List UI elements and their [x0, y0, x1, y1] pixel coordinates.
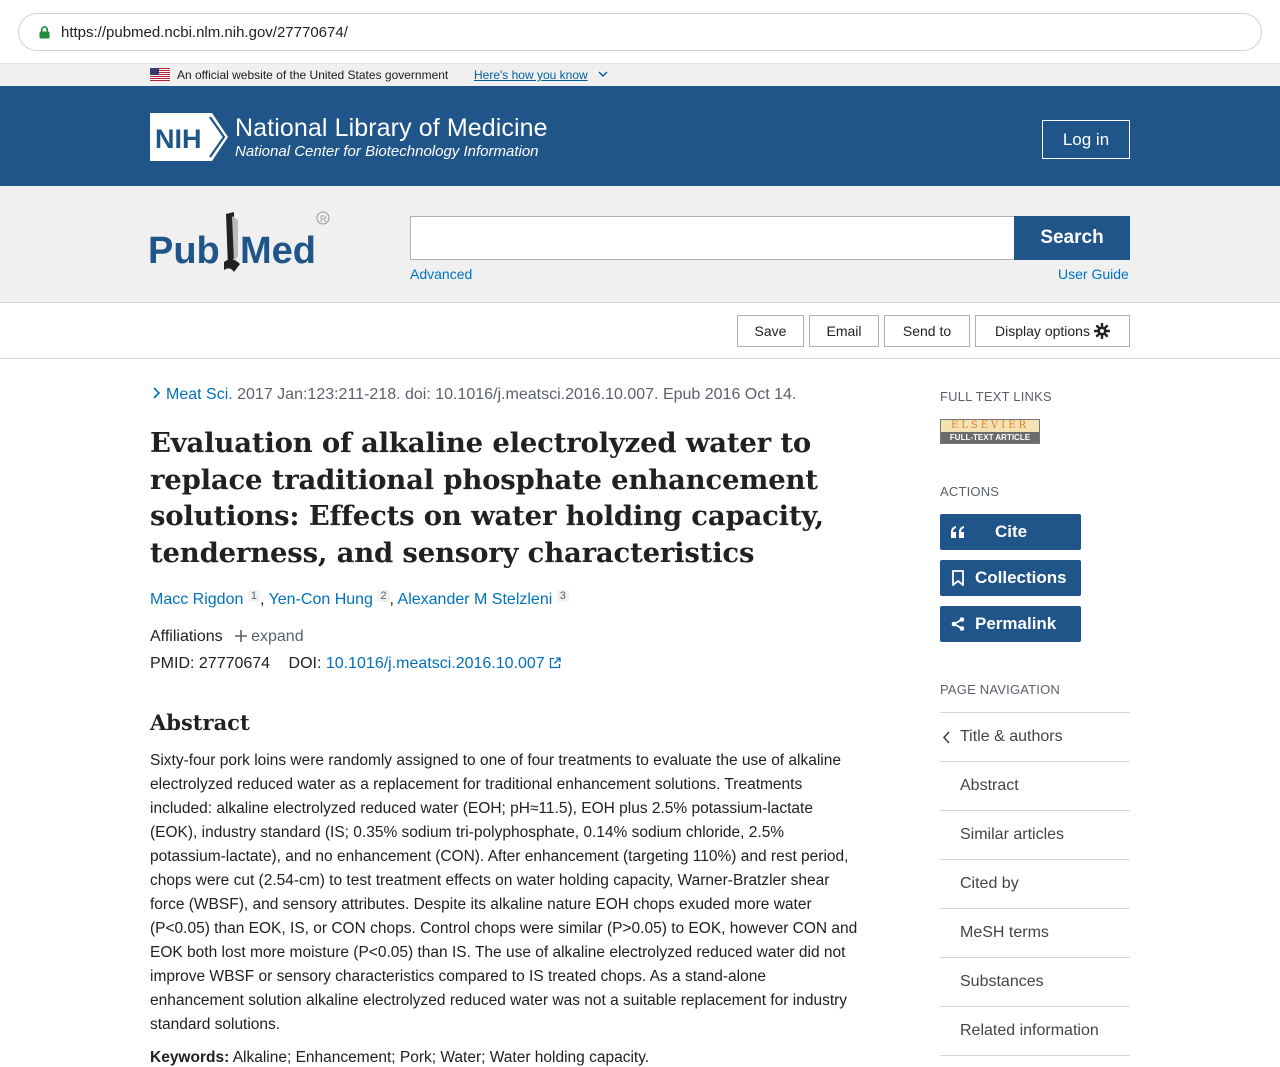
page-navigation-heading: PAGE NAVIGATION — [940, 682, 1061, 697]
email-button[interactable]: Email — [809, 315, 879, 347]
nav-similar-articles[interactable] — [940, 811, 1130, 860]
affiliations-label: Affiliations — [150, 628, 223, 645]
nav-label: MeSH terms — [960, 924, 1049, 941]
pmid: PMID: 27770674 — [150, 655, 271, 672]
chevron-down-icon — [598, 69, 608, 79]
svg-text:Med: Med — [240, 230, 316, 272]
elsevier-full-text-link[interactable] — [940, 419, 1040, 444]
search-input[interactable] — [410, 216, 1015, 260]
affiliations-toggle[interactable] — [150, 628, 304, 646]
gov-banner — [0, 63, 1280, 86]
collections-label: Collections — [975, 568, 1067, 587]
affiliation-number[interactable]: 1 — [248, 590, 260, 602]
bookmark-icon — [940, 570, 976, 586]
lock-icon — [39, 26, 50, 39]
quote-icon — [940, 526, 976, 538]
external-link-icon — [549, 657, 561, 669]
heres-how-you-know-link[interactable]: Here's how you know — [474, 68, 588, 82]
cite-button[interactable] — [940, 514, 1081, 550]
svg-text:R: R — [320, 214, 327, 224]
elsevier-subtext: FULL-TEXT ARTICLE — [941, 432, 1039, 443]
elsevier-logo-text: ELSEVIER — [941, 420, 1039, 432]
keywords-text: Alkaline; Enhancement; Pork; Water; Water holding capacity. — [232, 1049, 650, 1066]
nav-label: Similar articles — [960, 826, 1065, 843]
affiliation-number[interactable]: 2 — [377, 590, 389, 602]
chevron-left-icon — [942, 731, 951, 744]
author-link[interactable]: Alexander M Stelzleni — [397, 591, 553, 608]
article-toolbar — [0, 303, 1280, 359]
citation-line — [150, 386, 796, 404]
nav-title-authors[interactable] — [940, 713, 1130, 762]
chevron-right-icon[interactable] — [150, 387, 162, 399]
display-options-button[interactable] — [975, 315, 1130, 347]
send-to-button[interactable]: Send to — [884, 315, 970, 347]
author-link[interactable]: Macc Rigdon — [150, 591, 244, 608]
nav-label: Abstract — [960, 777, 1019, 794]
expand-label: expand — [251, 628, 304, 645]
author-list: Macc Rigdon $^1$ , Yen-Con Hung $^2$ , Alexander M Stelzleni $^3$ — [150, 590, 569, 609]
nav-cited-by[interactable] — [940, 860, 1130, 909]
collections-button[interactable] — [940, 560, 1081, 596]
nav-related-information[interactable] — [940, 1007, 1130, 1056]
plus-icon — [235, 630, 247, 642]
nih-subtitle: National Center for Biotechnology Information — [235, 143, 539, 160]
article-title: Evaluation of alkaline electrolyzed water to replace traditional phosphate enhancement solutions: Effects on water holding capacity, tenderness, and sensory characteristics — [150, 427, 824, 569]
author-link[interactable]: Yen-Con Hung — [268, 591, 373, 608]
nav-label: Substances — [960, 973, 1044, 990]
gov-banner-text: An official website of the United States government — [177, 68, 449, 82]
user-guide-link[interactable]: User Guide — [1058, 266, 1129, 282]
page-navigation — [940, 712, 1130, 1056]
doi-link[interactable]: 10.1016/j.meatsci.2016.10.007 — [325, 655, 545, 672]
address-bar[interactable] — [18, 13, 1262, 51]
display-options-label: Display options — [995, 323, 1090, 339]
permalink-label: Permalink — [975, 614, 1057, 633]
nih-logo[interactable] — [150, 113, 228, 161]
search-button[interactable]: Search — [1014, 216, 1130, 260]
nav-substances[interactable] — [940, 958, 1130, 1007]
citation-text: 2017 Jan:123:211-218. doi: 10.1016/j.meatsci.2016.10.007. Epub 2016 Oct 14. — [232, 386, 797, 403]
nih-title[interactable]: National Library of Medicine — [235, 114, 548, 142]
full-text-links-heading: FULL TEXT LINKS — [940, 389, 1052, 404]
svg-text:Pub: Pub — [148, 230, 220, 272]
url-text: https://pubmed.ncbi.nlm.nih.gov/27770674/ — [61, 23, 348, 41]
login-button[interactable]: Log in — [1042, 120, 1130, 159]
affiliation-number[interactable]: 3 — [557, 590, 569, 602]
advanced-search-link[interactable]: Advanced — [410, 266, 473, 282]
nav-label: Cited by — [960, 875, 1019, 892]
article-identifiers — [150, 655, 561, 673]
keywords — [150, 1049, 649, 1067]
nav-label: Related information — [960, 1022, 1099, 1039]
us-flag-icon — [150, 68, 170, 81]
svg-text:NIH: NIH — [155, 124, 202, 154]
permalink-button[interactable] — [940, 606, 1081, 642]
share-icon — [940, 617, 976, 631]
gear-icon — [1094, 323, 1110, 339]
actions-heading: ACTIONS — [940, 484, 1000, 499]
nih-header — [0, 86, 1280, 186]
browser-toolbar — [0, 0, 1280, 63]
search-band — [0, 186, 1280, 303]
doi-label: DOI: — [288, 655, 322, 672]
pubmed-logo[interactable] — [148, 208, 338, 276]
journal-link[interactable]: Meat Sci. — [166, 386, 233, 403]
save-button[interactable]: Save — [737, 315, 804, 347]
abstract-text: Sixty-four pork loins were randomly assigned to one of four treatments to evaluate the use of alkaline electrolyzed reduced water as a replacement for traditional enhancement solutions. Treatments included: alkaline electrolyzed reduced water (EOH; pH≈11.5), EOH plus 2.5% potassium-lactate (EOK), industry standard (IS; 0.35% sodium tri-polyphosphate, 0.14% sodium chloride, 2.5% potassium-lactate), and no enhancement (CON). After enhancement (targeting 110%) and rest period, chops were cut (2.54-cm) to test treatment effects on water holding capacity, Warner-Bratzler shear force (WBSF), and sensory attributes. Despite its alkaline nature EOH chops exuded more water (P<0.05) than EOK, IS, or CON chops. Control chops were similar (P>0.05) to EOK, however CON and EOK both lost more moisture (P<0.05) than IS. The use of alkaline electrolyzed reduced water did not improve WBSF or sensory characteristics compared to IS treated chops. As a stand-alone enhancement solution alkaline electrolyzed reduced water was not a suitable replacement for industry standard solutions. — [150, 752, 858, 1033]
abstract-heading: Abstract — [150, 710, 250, 735]
nav-mesh-terms[interactable] — [940, 909, 1130, 958]
nav-abstract[interactable] — [940, 762, 1130, 811]
keywords-label: Keywords: — [150, 1049, 230, 1066]
nav-label: Title & authors — [960, 728, 1063, 745]
cite-label: Cite — [995, 522, 1028, 541]
expand-toggle[interactable] — [235, 628, 304, 645]
